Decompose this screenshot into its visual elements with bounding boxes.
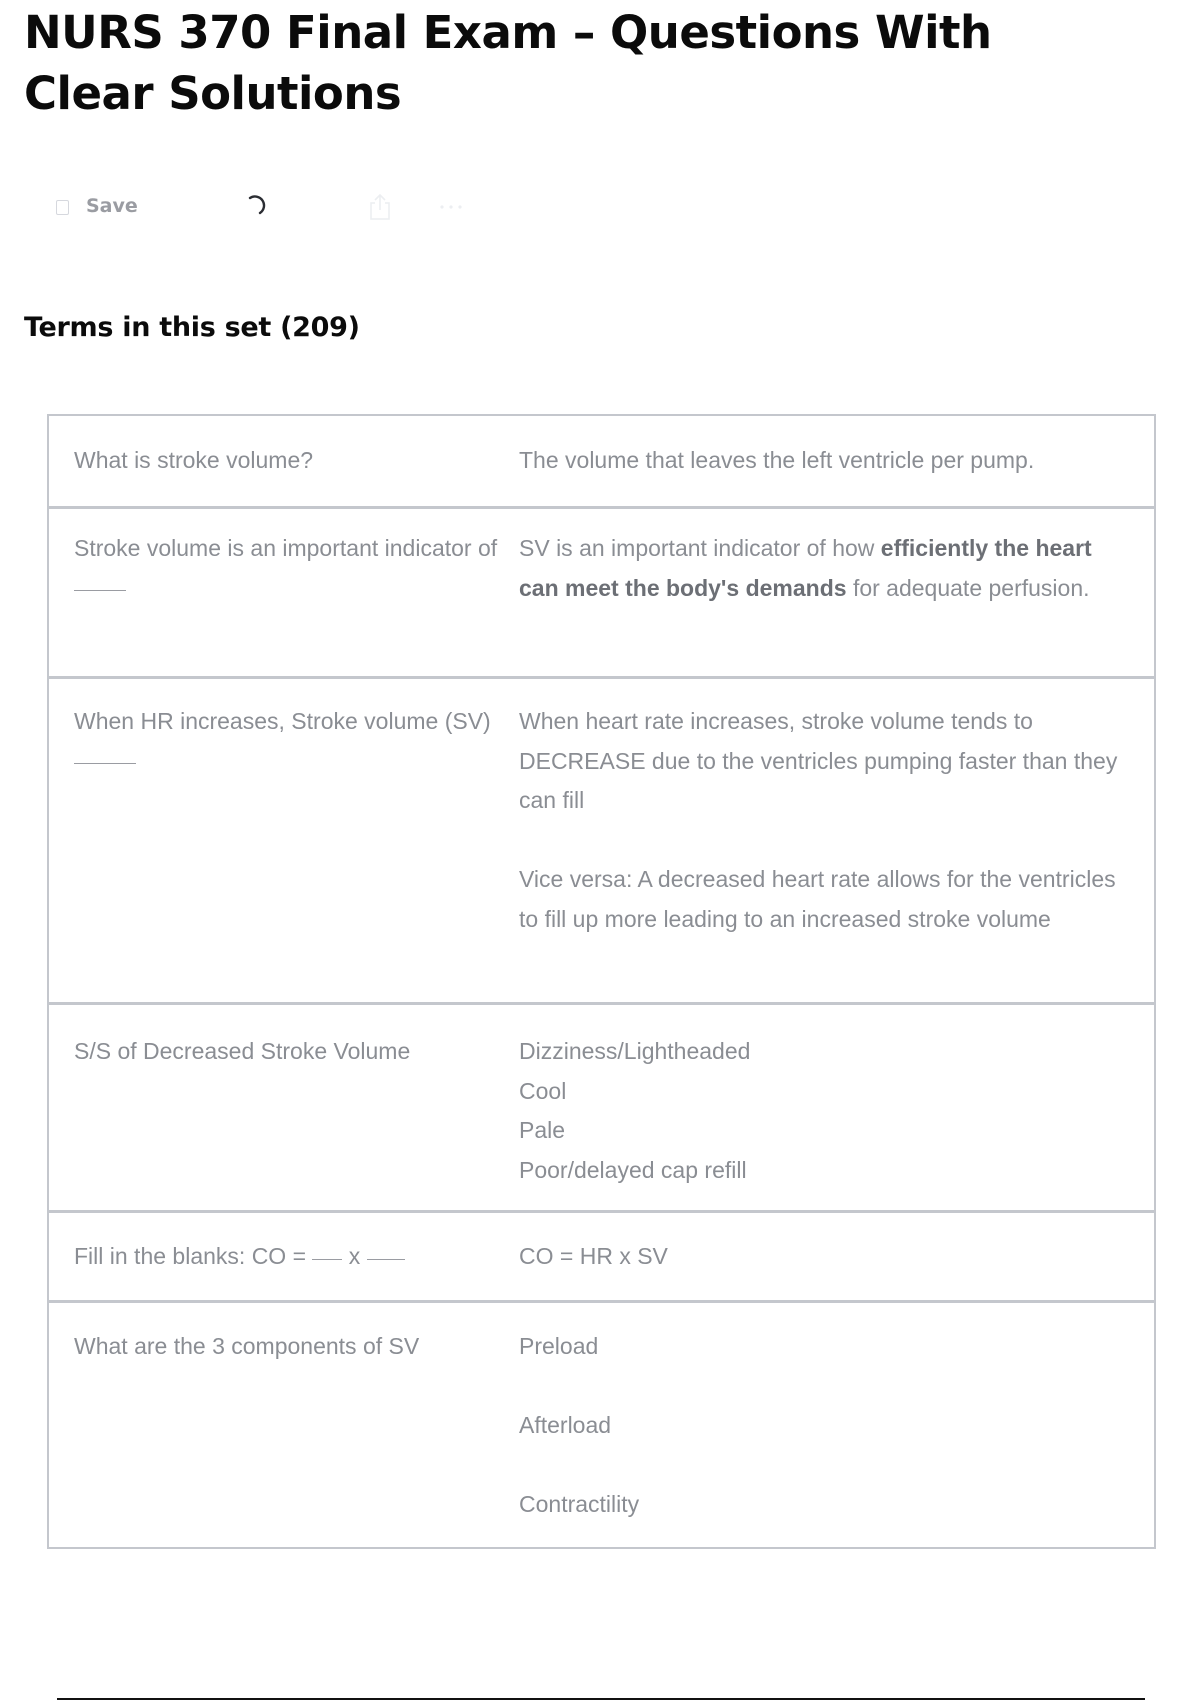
- loading-spinner-icon: [242, 192, 270, 220]
- card-definition-line: Poor/delayed cap refill: [519, 1156, 747, 1183]
- card-definition-line: Afterload: [519, 1412, 612, 1438]
- card-term-text: x: [348, 1243, 361, 1269]
- card-term-text: When HR increases, Stroke volume (SV): [74, 708, 491, 734]
- card-term-text: What are the 3 components of SV: [74, 1333, 420, 1359]
- flashcard-row: [49, 1300, 1154, 1547]
- share-icon[interactable]: [366, 192, 394, 222]
- card-term: [49, 702, 519, 1002]
- card-definition-line: Dizziness/Lightheaded: [519, 1038, 751, 1064]
- answer-blank: [312, 1259, 342, 1260]
- page-title: NURS 370 Final Exam – Questions With Clear Solutions: [24, 6, 992, 120]
- card-term-text: What is stroke volume?: [74, 447, 314, 473]
- card-definition-text: CO = HR x SV: [519, 1243, 668, 1269]
- card-definition-line: Pale: [519, 1117, 566, 1143]
- card-definition-paragraph: When heart rate increases, stroke volume tends to DECREASE due to the ventricles pumping faster than they can fill: [519, 708, 1118, 813]
- card-definition-bold: efficiently the heart can meet the body's demands: [519, 535, 1092, 601]
- answer-blank: [74, 763, 136, 764]
- card-term: [49, 1327, 519, 1547]
- study-set-toolbar: [52, 192, 502, 222]
- flashcard-row: [49, 676, 1154, 1002]
- flashcard-row: [49, 1002, 1154, 1210]
- card-term: [49, 529, 519, 676]
- card-definition-line: Preload: [519, 1333, 599, 1359]
- card-term-text: S/S of Decreased Stroke Volume: [74, 1038, 411, 1064]
- card-definition: [519, 441, 1154, 506]
- card-definition-line: Cool: [519, 1077, 567, 1104]
- card-definition: [519, 529, 1154, 676]
- card-term-text: Stroke volume is an important indicator of: [74, 535, 498, 561]
- card-definition: [519, 1237, 1154, 1300]
- answer-blank: [74, 590, 126, 591]
- card-term-text: Fill in the blanks: CO =: [74, 1243, 307, 1269]
- card-definition: [519, 1032, 1154, 1210]
- card-term: [49, 441, 519, 506]
- flashcard-row: [49, 416, 1154, 506]
- flashcard-row: [49, 1210, 1154, 1300]
- card-term: [49, 1237, 519, 1300]
- card-definition: [519, 702, 1154, 1002]
- card-definition-text: for adequate perfusion.: [852, 574, 1090, 601]
- card-term: [49, 1032, 519, 1210]
- card-definition-line: Contractility: [519, 1491, 640, 1517]
- flashcard-list: [47, 414, 1156, 1549]
- more-options-icon[interactable]: [436, 192, 466, 222]
- terms-count-heading: Terms in this set (209): [24, 312, 360, 343]
- card-definition-text: SV is an important indicator of how: [519, 535, 875, 561]
- flashcard-row: [49, 506, 1154, 676]
- checkbox-icon[interactable]: [56, 200, 69, 215]
- card-definition: [519, 1327, 1154, 1547]
- save-button[interactable]: Save: [86, 195, 138, 217]
- answer-blank: [367, 1259, 405, 1260]
- card-definition-text: The volume that leaves the left ventricle per pump.: [519, 447, 1035, 473]
- card-definition-paragraph: Vice versa: A decreased heart rate allows for the ventricles to fill up more leading to an increased stroke volume: [519, 866, 1116, 932]
